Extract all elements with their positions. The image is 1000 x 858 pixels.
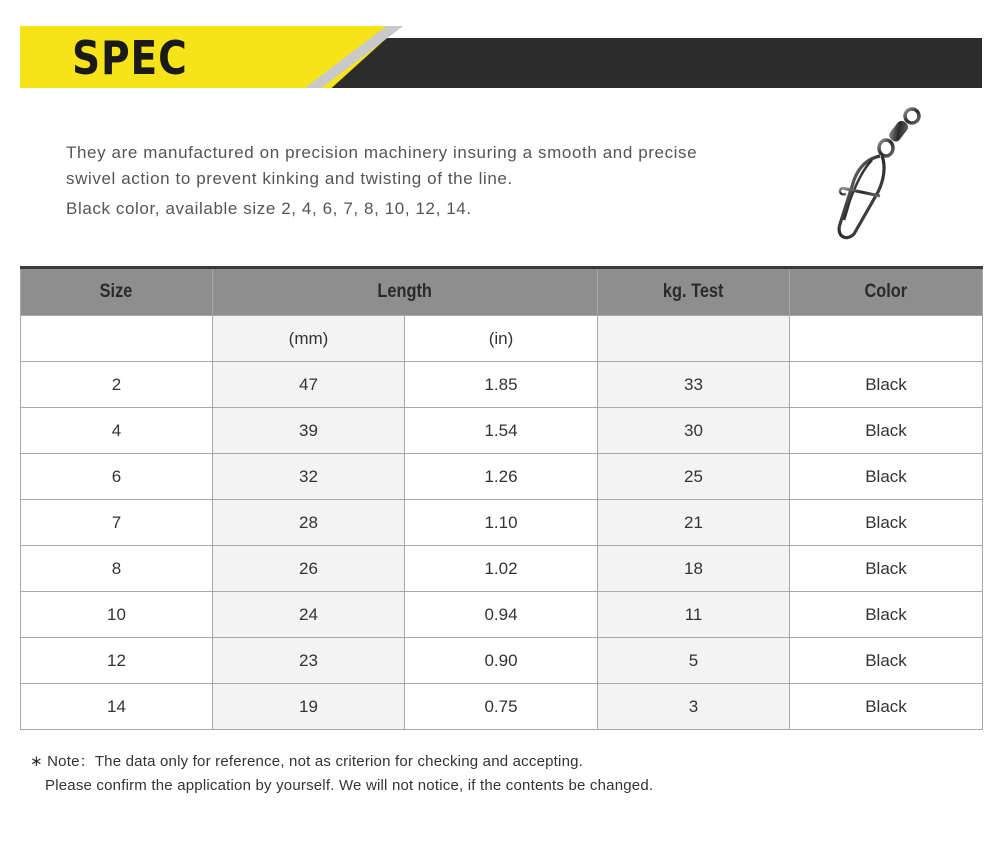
intro-line-3: Black color, available size 2, 4, 6, 7, 8, 10, 12, 14.	[66, 199, 472, 218]
header-color: Color	[790, 268, 983, 316]
cell-color: Black	[790, 408, 983, 454]
cell-size: 14	[21, 684, 213, 730]
table-row	[21, 546, 983, 592]
units-test-cell	[598, 316, 790, 362]
cell-size: 10	[21, 592, 213, 638]
cell-size: 6	[21, 454, 213, 500]
cell-size: 2	[21, 362, 213, 408]
header-length: Length	[213, 268, 598, 316]
cell-color: Black	[790, 362, 983, 408]
page-title: SPEC	[72, 31, 188, 85]
table-header-row	[21, 268, 983, 316]
cell-color: Black	[790, 638, 983, 684]
cell-in: 0.90	[405, 638, 598, 684]
cell-color: Black	[790, 500, 983, 546]
note-line-2: Please confirm the application by yourself. We will not notice, if the contents be changed.	[45, 777, 654, 794]
cell-in: 1.54	[405, 408, 598, 454]
table-row	[21, 362, 983, 408]
intro-line-1: They are manufactured on precision machinery insuring a smooth and precise	[66, 143, 698, 162]
cell-size: 12	[21, 638, 213, 684]
units-row	[21, 316, 983, 362]
snap-swivel-icon	[820, 104, 930, 244]
cell-mm: 39	[213, 408, 405, 454]
cell-color: Black	[790, 546, 983, 592]
cell-mm: 32	[213, 454, 405, 500]
disclaimer-note	[30, 750, 653, 798]
cell-in: 0.75	[405, 684, 598, 730]
table-row	[21, 500, 983, 546]
cell-mm: 24	[213, 592, 405, 638]
units-color-cell	[790, 316, 983, 362]
cell-test: 5	[598, 638, 790, 684]
cell-size: 7	[21, 500, 213, 546]
cell-in: 1.10	[405, 500, 598, 546]
table-row	[21, 454, 983, 500]
cell-mm: 47	[213, 362, 405, 408]
cell-test: 25	[598, 454, 790, 500]
intro-text	[66, 140, 786, 222]
cell-color: Black	[790, 684, 983, 730]
header-kg-test: kg. Test	[598, 268, 790, 316]
cell-mm: 19	[213, 684, 405, 730]
cell-test: 33	[598, 362, 790, 408]
cell-in: 1.85	[405, 362, 598, 408]
unit-in: (in)	[405, 316, 598, 362]
cell-test: 3	[598, 684, 790, 730]
cell-in: 1.02	[405, 546, 598, 592]
table-row	[21, 592, 983, 638]
table-row	[21, 408, 983, 454]
table-row	[21, 638, 983, 684]
spec-banner	[0, 0, 1000, 100]
table-row	[21, 684, 983, 730]
cell-color: Black	[790, 454, 983, 500]
unit-mm: (mm)	[213, 316, 405, 362]
units-size-cell	[21, 316, 213, 362]
cell-mm: 26	[213, 546, 405, 592]
cell-in: 0.94	[405, 592, 598, 638]
header-size: Size	[21, 268, 213, 316]
spec-table	[20, 266, 983, 730]
cell-size: 8	[21, 546, 213, 592]
cell-test: 11	[598, 592, 790, 638]
cell-test: 21	[598, 500, 790, 546]
cell-mm: 23	[213, 638, 405, 684]
note-line-1: ∗ Note：The data only for reference, not as criterion for checking and accepting.	[30, 753, 584, 770]
cell-color: Black	[790, 592, 983, 638]
intro-line-2: swivel action to prevent kinking and twisting of the line.	[66, 169, 513, 188]
cell-test: 18	[598, 546, 790, 592]
cell-test: 30	[598, 408, 790, 454]
cell-in: 1.26	[405, 454, 598, 500]
cell-size: 4	[21, 408, 213, 454]
cell-mm: 28	[213, 500, 405, 546]
